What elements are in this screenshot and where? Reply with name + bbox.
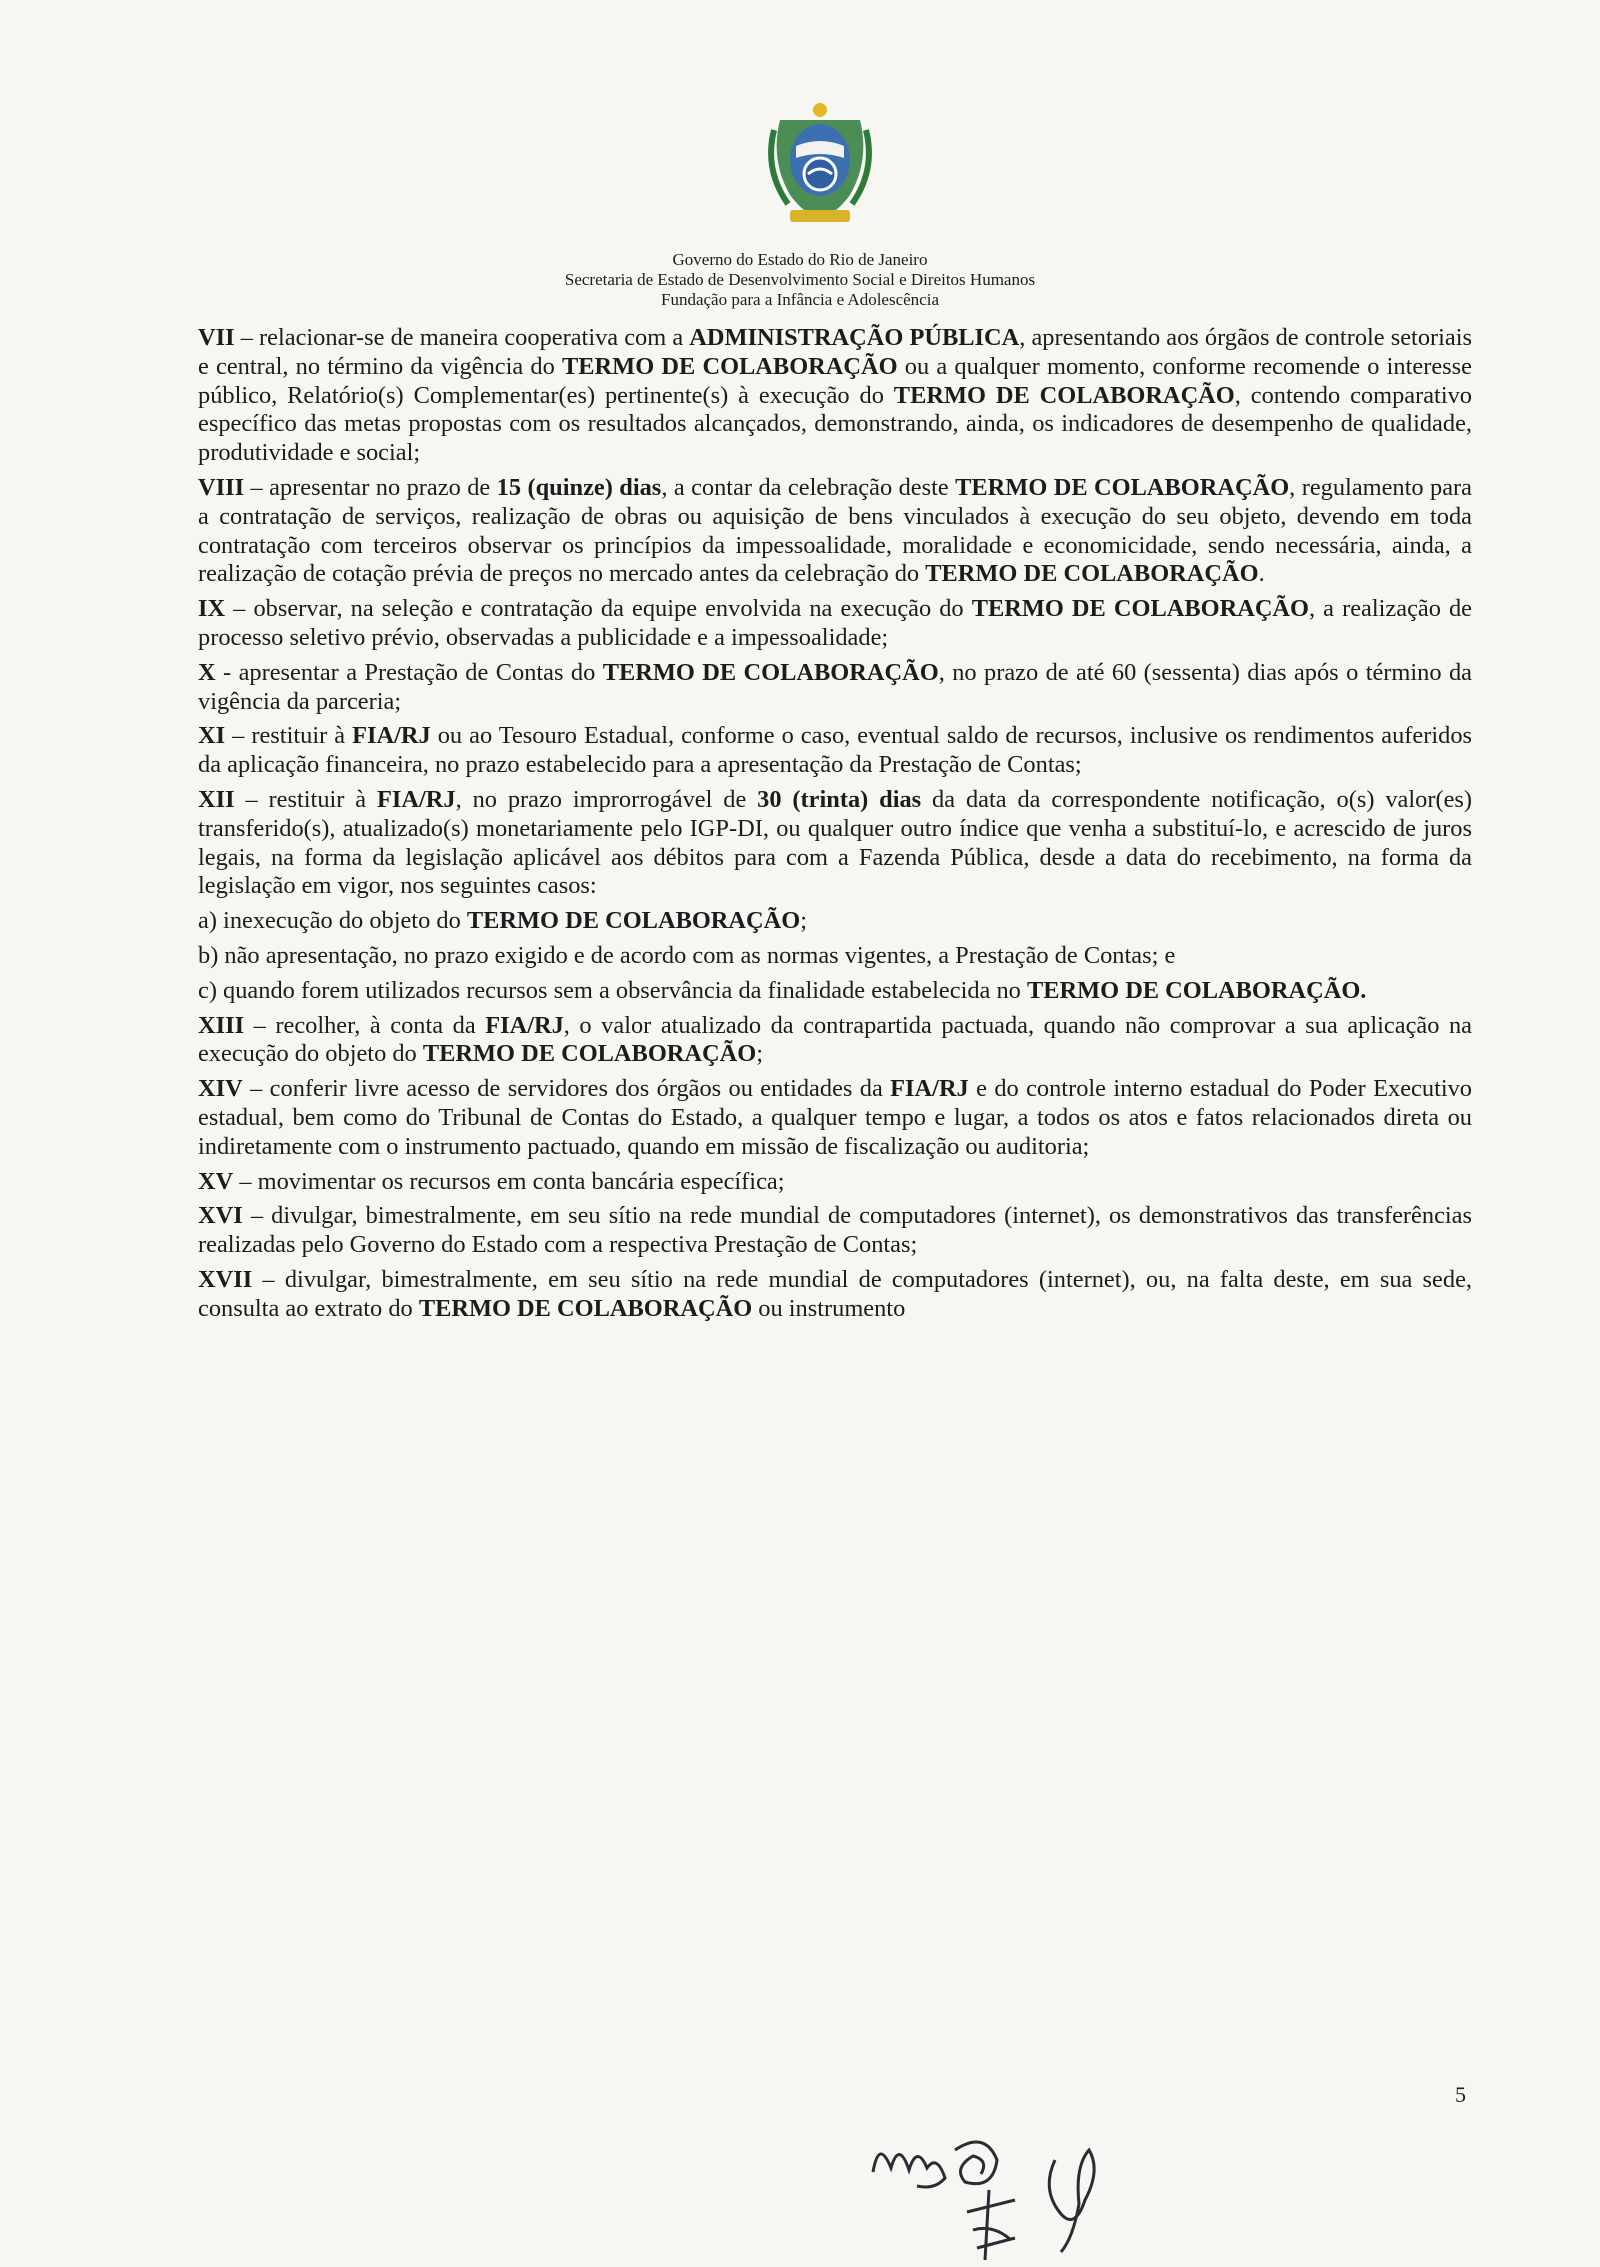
clause-xi: XI – restituir à FIA/RJ ou ao Tesouro Estadual, conforme o caso, eventual saldo de recursos, inclusive os rendimentos auferidos da aplicação financeira, no prazo estabelecido para a apresentação da Prestação de Contas; [198, 722, 1473, 779]
clause-viii: VIII – apresentar no prazo de 15 (quinze) dias, a contar da celebração deste TERMO DE COLABORAÇÃO, regulamento para a contratação de serviços, realização de obras ou aquisição de bens vinculados à execução do seu objeto, devendo em toda contratação com terceiros observar os princípios da impessoalidade, moralidade e economicidade, sendo necessária, ainda, a realização de cotação prévia de preços no mercado antes da celebração do TERMO DE COLABORAÇÃO. [198, 473, 1473, 588]
clause-xiv: XIV – conferir livre acesso de servidores dos órgãos ou entidades da FIA/RJ e do controle interno estadual do Poder Executivo estadual, bem como do Tribunal de Contas do Estado, a qualquer tempo e lugar, a todos os atos e fatos relacionados direta ou indiretamente com o instrumento pactuado, quando em missão de fiscalização ou auditoria; [198, 1075, 1473, 1160]
clause-ix: IX – observar, na seleção e contratação da equipe envolvida na execução do TERMO DE COLABORAÇÃO, a realização de processo seletivo prévio, observadas a publicidade e a impessoalidade; [198, 595, 1473, 651]
state-coat-of-arms-icon [760, 100, 880, 230]
document-body [198, 324, 1472, 1330]
handwritten-signatures [865, 2120, 1205, 2267]
clause-vii: VII – relacionar-se de maneira cooperativa com a ADMINISTRAÇÃO PÚBLICA, apresentando aos órgãos de controle setoriais e central, no término da vigência do TERMO DE COLABORAÇÃO ou a qualquer momento, conforme recomende o interesse público, Relatório(s) Complementar(es) pertinente(s) à execução do TERMO DE COLABORAÇÃO, contendo comparativo específico das metas propostas com os resultados alcançados, demonstrando, ainda, os indicadores de desempenho de qualidade, produtividade e social; [198, 324, 1473, 467]
page-number: 5 [1455, 2082, 1466, 2107]
header-government: Governo do Estado do Rio de Janeiro [672, 250, 928, 269]
clause-xii: XII – restituir à FIA/RJ, no prazo improrrogável de 30 (trinta) dias da data da correspondente notificação, o(s) valor(es) transferido(s), atualizado(s) monetariamente pelo IGP-DI, ou qualquer outro índice que venha a substituí-lo, e acrescido de juros legais, na forma da legislação aplicável aos débitos para com a Fazenda Pública, desde a data do recebimento, na forma da legislação em vigor, nos seguintes casos: [198, 785, 1473, 900]
header-secretariat: Secretaria de Estado de Desenvolvimento Social e Direitos Humanos [564, 270, 1036, 289]
clause-x: X - apresentar a Prestação de Contas do TERMO DE COLABORAÇÃO, no prazo de até 60 (sessenta) dias após o término da vigência da parceria; [198, 658, 1472, 715]
clause-b: b) não apresentação, no prazo exigido e de acordo com as normas vigentes, a Prestação de Contas; e [198, 941, 1176, 969]
clause-xvi: XVI – divulgar, bimestralmente, em seu sítio na rede mundial de computadores (internet), os demonstrativos das transferências realizadas pelo Governo do Estado com a respectiva Prestação de Contas; [198, 1202, 1472, 1259]
clause-c: c) quando forem utilizados recursos sem a observância da finalidade estabelecida no TERMO DE COLABORAÇÃO. [198, 976, 1367, 1004]
clause-xiii: XIII – recolher, à conta da FIA/RJ, o valor atualizado da contrapartida pactuada, quando não comprovar a sua aplicação na execução do objeto do TERMO DE COLABORAÇÃO; [198, 1011, 1472, 1068]
clause-xvii: XVII – divulgar, bimestralmente, em seu sítio na rede mundial de computadores (internet), ou, na falta deste, em sua sede, consulta ao extrato do TERMO DE COLABORAÇÃO ou instrumento [198, 1265, 1472, 1322]
clause-xv: XV – movimentar os recursos em conta bancária específica; [198, 1167, 785, 1195]
header-foundation: Fundação para a Infância e Adolescência [661, 290, 939, 309]
clause-a: a) inexecução do objeto do TERMO DE COLABORAÇÃO; [198, 907, 808, 935]
letterhead [0, 250, 1600, 310]
